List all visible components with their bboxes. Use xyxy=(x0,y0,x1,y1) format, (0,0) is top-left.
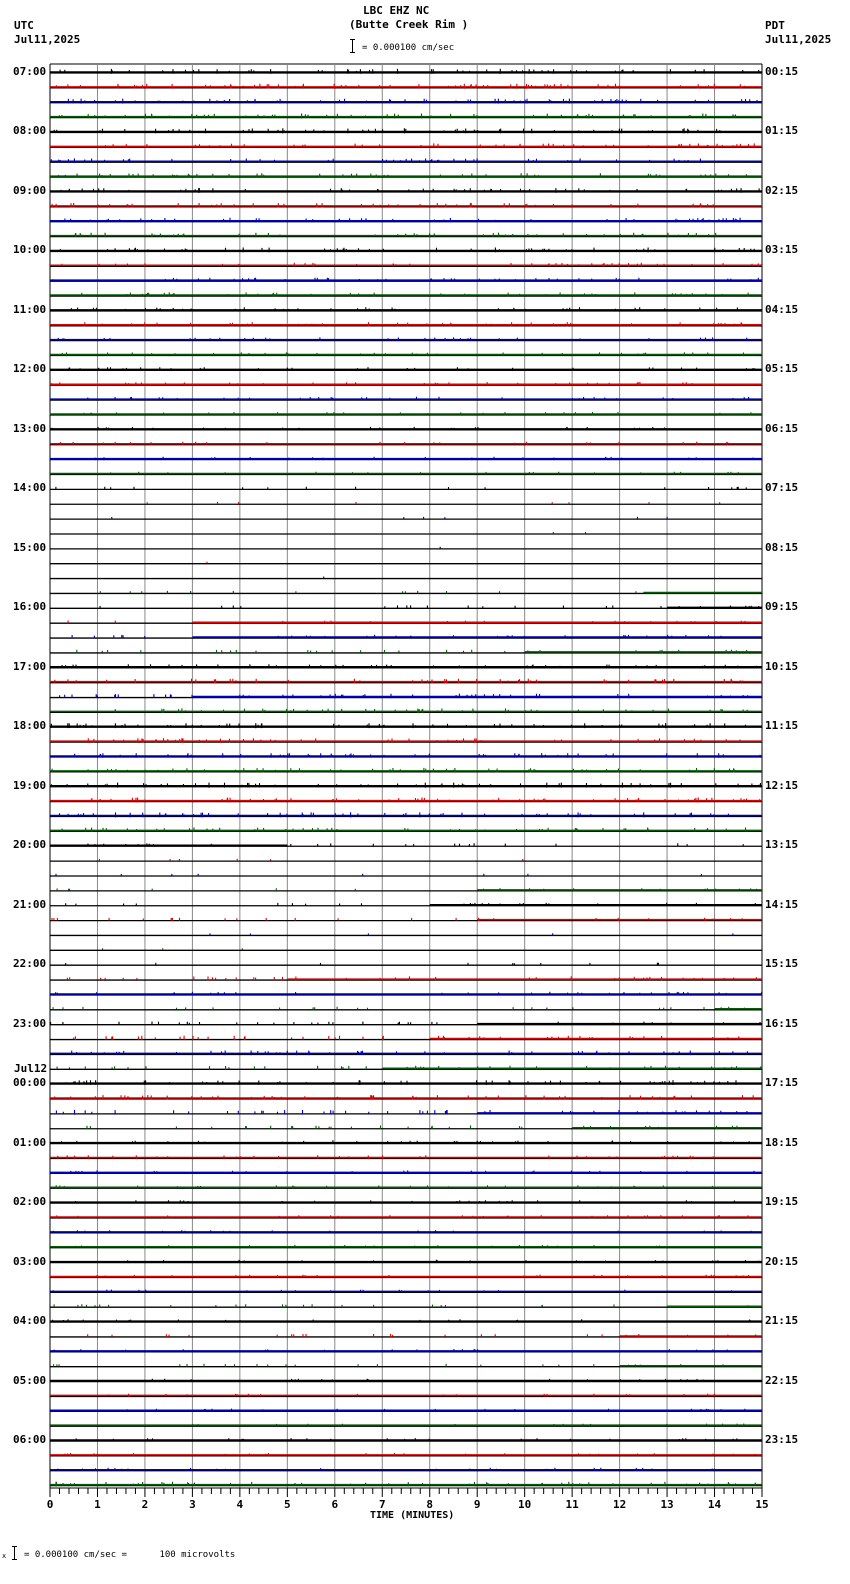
footer-prefix: x xyxy=(2,1552,7,1560)
right-time-label: 17:15 xyxy=(765,1076,799,1090)
left-timezone: UTC xyxy=(14,19,34,32)
left-time-label: 17:00 xyxy=(13,659,47,673)
left-time-label: 10:00 xyxy=(13,243,47,257)
x-tick-label: 11 xyxy=(565,1498,579,1511)
left-time-label: 14:00 xyxy=(13,481,47,495)
x-tick-label: 15 xyxy=(755,1498,769,1511)
right-time-label: 15:15 xyxy=(765,957,799,971)
right-time-label: 10:15 xyxy=(765,659,799,673)
footer-scale-text: = 0.000100 cm/sec = 100 microvolts xyxy=(24,1550,236,1560)
x-tick-label: 3 xyxy=(189,1498,196,1511)
right-timezone: PDT xyxy=(765,19,785,32)
right-time-label: 08:15 xyxy=(765,540,799,554)
right-time-label: 09:15 xyxy=(765,600,799,614)
right-time-label: 04:15 xyxy=(765,302,799,316)
right-time-label: 06:15 xyxy=(765,421,799,435)
left-time-label: 02:00 xyxy=(13,1195,47,1209)
left-time-label: 22:00 xyxy=(13,957,47,971)
right-time-label: 14:15 xyxy=(765,897,799,911)
right-time-label: 01:15 xyxy=(765,124,799,138)
x-axis-label: TIME (MINUTES) xyxy=(370,1510,455,1521)
left-time-label: 16:00 xyxy=(13,600,47,614)
site-name: (Butte Creek Rim ) xyxy=(349,18,469,31)
right-time-label: 21:15 xyxy=(765,1314,799,1328)
right-date: Jul11,2025 xyxy=(765,33,832,46)
station-title: LBC EHZ NC xyxy=(363,4,430,17)
x-tick-label: 1 xyxy=(94,1498,101,1511)
x-tick-label: 0 xyxy=(46,1498,54,1511)
x-tick-label: 13 xyxy=(660,1498,674,1511)
left-time-label: 08:00 xyxy=(13,124,47,138)
right-time-label: 00:15 xyxy=(765,65,799,78)
left-date: Jul11,2025 xyxy=(14,33,81,46)
left-time-label: 19:00 xyxy=(13,778,47,792)
right-time-label: 13:15 xyxy=(765,838,799,852)
right-time-label: 07:15 xyxy=(765,481,799,495)
x-tick-label: 5 xyxy=(284,1498,291,1511)
right-time-label: 11:15 xyxy=(765,719,799,733)
right-time-label: 23:15 xyxy=(765,1433,799,1447)
x-tick-label: 14 xyxy=(707,1498,722,1511)
left-time-label: 03:00 xyxy=(13,1254,47,1268)
left-time-label: 15:00 xyxy=(13,540,47,554)
left-time-label: 20:00 xyxy=(13,838,47,852)
left-time-label: 01:00 xyxy=(13,1135,47,1149)
left-time-label: 23:00 xyxy=(13,1016,47,1030)
left-time-label: 12:00 xyxy=(13,362,47,376)
scale-text: = 0.000100 cm/sec xyxy=(362,43,455,53)
left-time-label: 11:00 xyxy=(13,302,47,316)
left-time-label: 00:00 xyxy=(13,1076,47,1090)
left-time-label: 04:00 xyxy=(13,1314,47,1328)
x-tick-label: 2 xyxy=(141,1498,149,1511)
right-time-label: 02:15 xyxy=(765,183,799,197)
x-tick-label: 7 xyxy=(378,1498,386,1511)
left-time-label: 07:00 xyxy=(13,65,47,78)
right-time-label: 18:15 xyxy=(765,1135,799,1149)
right-time-label: 05:15 xyxy=(765,362,799,376)
left-time-label: 09:00 xyxy=(13,183,47,197)
left-date-label: Jul12 xyxy=(14,1062,48,1076)
x-tick-label: 4 xyxy=(236,1498,244,1511)
right-time-label: 03:15 xyxy=(765,243,799,257)
x-tick-label: 6 xyxy=(331,1498,339,1511)
x-tick-label: 10 xyxy=(518,1498,532,1511)
right-time-label: 22:15 xyxy=(765,1373,799,1387)
right-time-label: 19:15 xyxy=(765,1195,799,1209)
x-tick-label: 12 xyxy=(612,1498,627,1511)
left-time-label: 18:00 xyxy=(13,719,47,733)
x-tick-label: 9 xyxy=(473,1498,481,1511)
left-time-label: 21:00 xyxy=(13,897,47,911)
x-tick-label: 8 xyxy=(426,1498,434,1511)
right-time-label: 12:15 xyxy=(765,778,799,792)
right-time-label: 16:15 xyxy=(765,1016,799,1030)
left-time-label: 06:00 xyxy=(13,1433,47,1447)
right-time-label: 20:15 xyxy=(765,1254,799,1268)
footer-scale-bar-icon xyxy=(14,1546,15,1560)
left-time-label: 13:00 xyxy=(13,421,47,435)
left-time-label: 05:00 xyxy=(13,1373,47,1387)
